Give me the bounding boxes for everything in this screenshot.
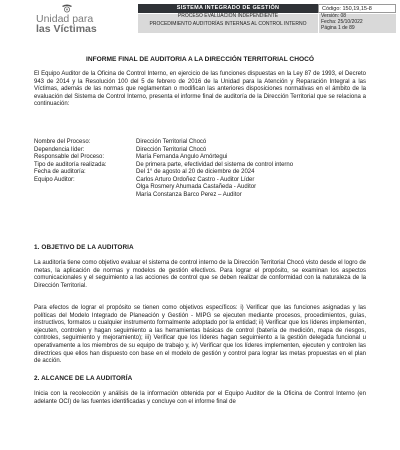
logo-wordmark [36,15,97,34]
document-title: INFORME FINAL DE AUDITORIA A LA DIRECCIÓN TERRITORIAL CHOCÓ [86,56,314,63]
info-label: Responsable del Proceso: [34,154,105,160]
info-value: De primera parte, efectividad del sistema de control interno [136,161,294,168]
document-header [6,4,396,35]
info-value: Del 1° de agosto al 20 de diciembre de 2024 [136,169,255,175]
info-value: Dirección Territorial Chocó [136,146,207,153]
process-name: PROCESO EVALUACIÓN INDEPENDIENTE [138,14,318,21]
page-number: Página 1 de 89 [319,26,396,33]
date-field: Fecha: 25/10/2022 [319,20,396,26]
intro-paragraph: El Equipo Auditor de la Oficina de Control Interno, en ejercicio de las funciones dispuestas en la Ley 87 de 1993, el Decreto 943 de 2014 y la Resolución 100 del 5 de febrero de 2016 de la Unidad para la Atención y Reparación Integral a las Víctimas, además de las normas que reglamentan o modifican las anteriores disposiciones normativas en el ámbito de la evaluación del Sistema de Control Interno, presenta el informe final de auditoría de la Dirección Territorial que se relaciona a continuación: [34,71,366,108]
info-row [34,139,366,147]
logo-line-1: Unidad para [36,13,94,25]
entity-logo [6,4,138,35]
info-label: Fecha de auditoría: [34,169,86,175]
info-label: Tipo de auditoría realizada: [34,161,107,168]
info-row [34,154,366,162]
info-label [34,184,136,192]
info-value: María Fernanda Angulo Amórtegui [136,154,228,160]
info-value: María Constanza Barco Perez – Auditor [136,191,242,198]
info-row [34,177,366,185]
document-code: Código: 150,19,15-8 [318,4,396,13]
info-row [34,169,366,177]
system-title: SISTEMA INTEGRADO DE GESTIÓN [138,4,318,13]
info-label: Nombre del Proceso: [34,139,91,145]
info-row [34,162,366,170]
audit-info-table [34,139,366,199]
version-field: Versión: 08 [319,14,396,20]
info-row [34,147,366,155]
scope-paragraph: Inicia con la recolección y análisis de la información obtenida por el Equipo Auditor de la Oficina de Control Interno (en adelante OCI) de las fuentes identificadas y concluye con el informe final de [34,391,366,405]
procedure-name: PROCEDIMIENTO AUDITORÍAS INTERNAS AL CONTROL INTERNO [138,21,318,33]
info-value: Dirección Territorial Chocó [136,139,207,145]
info-value: Olga Rosmery Ahumada Castañeda - Auditor [136,184,257,190]
info-label: Dependencia líder: [34,146,85,153]
objective-paragraph: La auditoría tiene como objetivo evaluar el sistema de control interno de la Dirección Territorial Chocó visto desde el logro de metas, la aplicación de normas y modelos de gestión efectivos. Para lograr el propósito, se examinan los aspectos comunicacionales y el seguimiento a las acciones de control que se deben realizar de conformidad con la naturaleza de la Dirección Territorial. [34,260,366,289]
info-row [34,184,366,192]
section-heading-objective: 1. OBJETIVO DE LA AUDITORIA [34,244,134,251]
info-value: Carlos Arturo Ordoñez Castro - Auditor Líder [136,176,255,183]
logo-line-2: las Víctimas [36,22,97,35]
info-row [34,192,366,200]
section-heading-scope: 2. ALCANCE DE LA AUDITORÍA [34,375,133,382]
info-label [34,192,136,200]
specific-objectives-paragraph: Para efectos de lograr el propósito se tienen como objetivos específicos: i) Verificar que las funciones asignadas y las políticas del Modelo Integrado de Planeación y Gestión - MIPG se ejecuten mediante procesos, procedimientos, guías, instructivos, formatos u cualquier instrumento formalmente adoptado por la entidad; ii) Verificar que los líderes implementen, ejecuten, controlen y hagan seguimiento a las herramientas básicas de control (batería de medición, mapa de riesgos, controles, seguimiento y mejoramiento); iii) Verificar que los líderes hagan seguimiento a la gestión delegada funcional u operativamente a los miembros de su equipo de trabajo y, iv) Verificar que los líderes implementen, ejecuten y controlen las directrices que ellos han dispuesto con base en el modelo de gestión y control para lograr las metas propuestas en el plan de acción. [34,305,366,365]
info-label: Equipo Auditor: [34,176,75,183]
